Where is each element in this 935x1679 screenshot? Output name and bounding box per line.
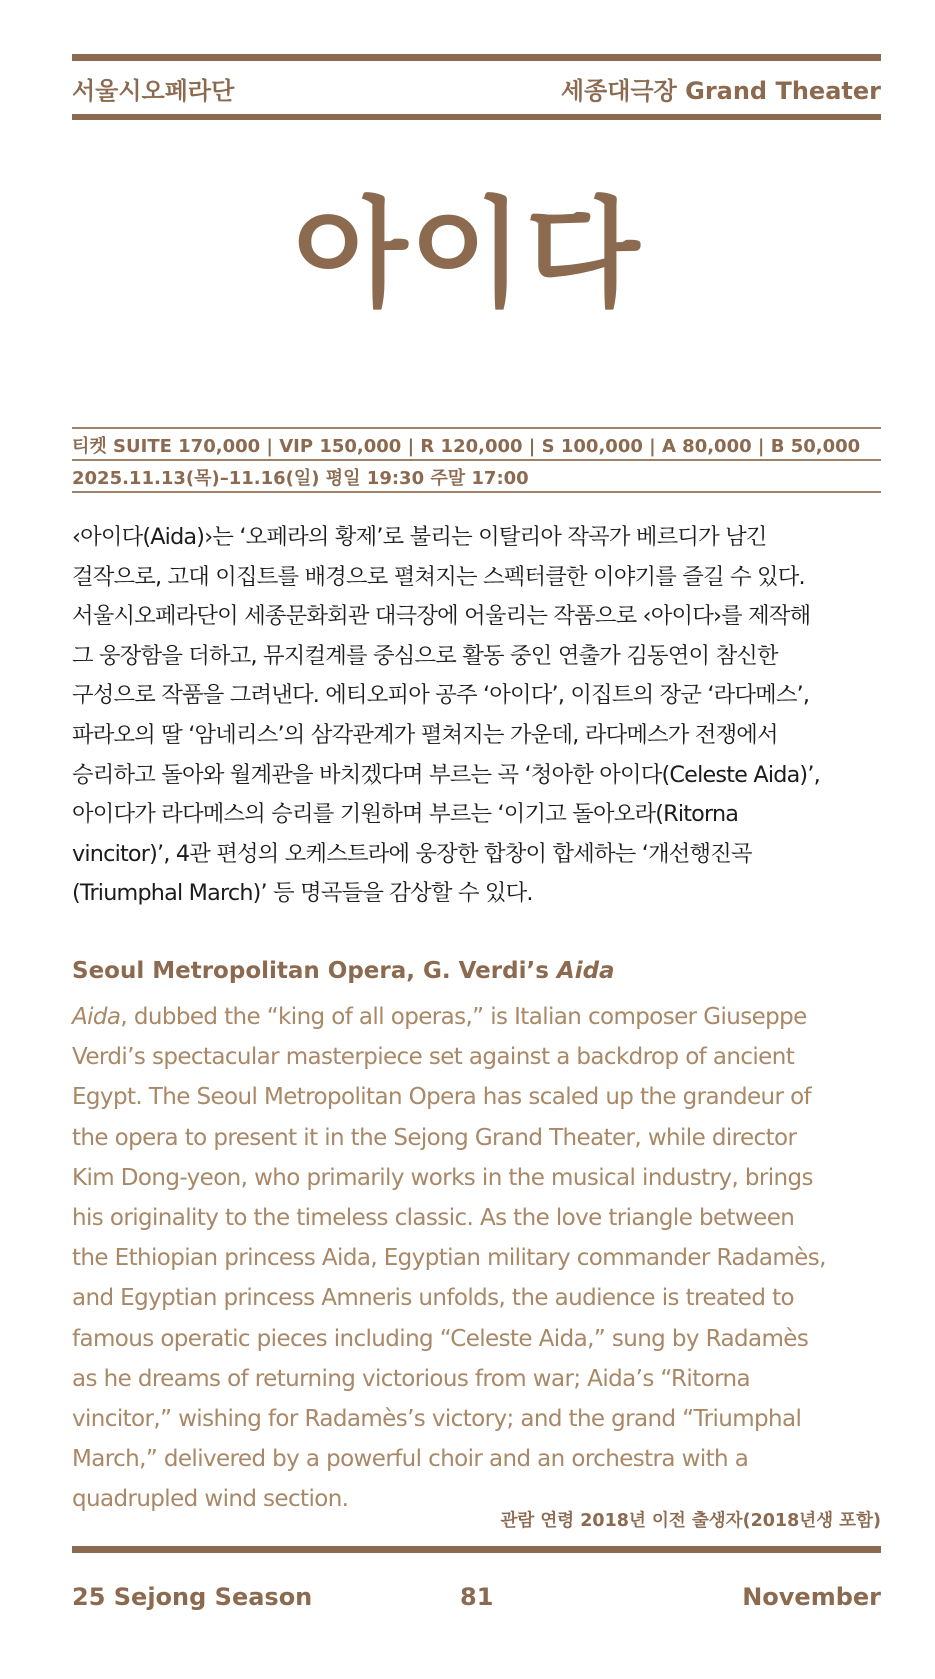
- english-line: March,” delivered by a powerful choir and an orchestra with a: [72, 1446, 749, 1473]
- korean-line: 아이다가 라다메스의 승리를 기원하며 부르는 ‘이기고 돌아오라(Ritorna: [72, 801, 739, 828]
- english-heading-title: Aida: [556, 958, 615, 984]
- page-number: 81: [460, 1583, 494, 1611]
- info-bottom-rule: [72, 491, 881, 493]
- korean-description: [72, 518, 902, 914]
- month-label: November: [742, 1583, 881, 1611]
- english-line: Verdi’s spectacular masterpiece set against a backdrop of ancient: [72, 1044, 795, 1071]
- korean-line: 승리하고 돌아와 월계관을 바치겠다며 부르는 곡 ‘청아한 아이다(Celeste Aida)’,: [72, 761, 820, 788]
- english-description: [72, 997, 892, 1520]
- english-line: his originality to the timeless classic. As the love triangle between: [72, 1205, 795, 1232]
- venue-name: 세종대극장 Grand Theater: [560, 77, 881, 105]
- english-line: quadrupled wind section.: [72, 1486, 349, 1513]
- korean-line: ‹아이다(Aida)›는 ‘오페라의 황제’로 불리는 이탈리아 작곡가 베르디가 남긴: [72, 524, 767, 550]
- page-title: 아이다: [293, 185, 642, 323]
- english-line: vincitor,” wishing for Radamès’s victory; and the grand “Triumphal: [72, 1406, 802, 1433]
- english-line: as he dreams of returning victorious from war; Aida’s “Ritorna: [72, 1365, 751, 1392]
- age-restriction-note: 관람 연령 2018년 이전 출생자(2018년생 포함): [500, 1511, 881, 1531]
- english-line: and Egyptian princess Amneris unfolds, the audience is treated to: [72, 1285, 794, 1312]
- korean-line: 걸작으로, 고대 이집트를 배경으로 펼쳐지는 스펙터클한 이야기를 즐길 수 있다.: [72, 563, 805, 590]
- english-heading: [72, 958, 615, 984]
- header-bottom-rule: [72, 114, 881, 120]
- season-label: 25 Sejong Season: [72, 1583, 313, 1611]
- english-line: the Ethiopian princess Aida, Egyptian military commander Radamès,: [72, 1245, 826, 1272]
- company-name: 서울시오페라단: [72, 77, 235, 105]
- english-line: famous operatic pieces including “Celeste Aida,” sung by Radamès: [72, 1325, 809, 1352]
- korean-line: 서울시오페라단이 세종문화회관 대극장에 어울리는 작품으로 ‹아이다›를 제작해: [72, 603, 811, 630]
- english-line: the opera to present it in the Sejong Grand Theater, while director: [72, 1124, 797, 1151]
- english-heading-text: Seoul Metropolitan Opera, G. Verdi’s: [72, 958, 557, 984]
- korean-line: vincitor)’, 4관 편성의 오케스트라에 웅장한 합창이 합세하는 ‘개선행진곡: [72, 840, 752, 867]
- footer-rule: [72, 1546, 881, 1553]
- top-rule: [72, 54, 881, 61]
- info-middle-rule: [72, 459, 881, 461]
- korean-line: 그 웅장함을 더하고, 뮤지컬계를 중심으로 활동 중인 연출가 김동연이 참신한: [72, 642, 778, 669]
- korean-line: 파라오의 딸 ‘암네리스’의 삼각관계가 펼쳐지는 가운데, 라다메스가 전쟁에서: [72, 721, 778, 748]
- english-line: Kim Dong-yeon, who primarily works in the musical industry, brings: [72, 1164, 813, 1191]
- korean-line: (Triumphal March)’ 등 명곡들을 감상할 수 있다.: [72, 880, 533, 907]
- korean-line: 구성으로 작품을 그려낸다. 에티오피아 공주 ‘아이다’, 이집트의 장군 ‘라다메스’,: [72, 682, 810, 709]
- english-line: [72, 997, 892, 1037]
- info-top-rule: [72, 427, 881, 429]
- ticket-prices: 티켓 SUITE 170,000 | VIP 150,000 | R 120,000 | S 100,000 | A 80,000 | B 50,000: [72, 436, 861, 457]
- english-line: Egypt. The Seoul Metropolitan Opera has scaled up the grandeur of: [72, 1084, 812, 1111]
- english-first-line-text: , dubbed the “king of all operas,” is Italian composer Giuseppe: [120, 1004, 807, 1030]
- english-title-italic: Aida: [72, 1004, 121, 1030]
- performance-dates: 2025.11.13(목)–11.16(일) 평일 19:30 주말 17:00: [72, 468, 529, 489]
